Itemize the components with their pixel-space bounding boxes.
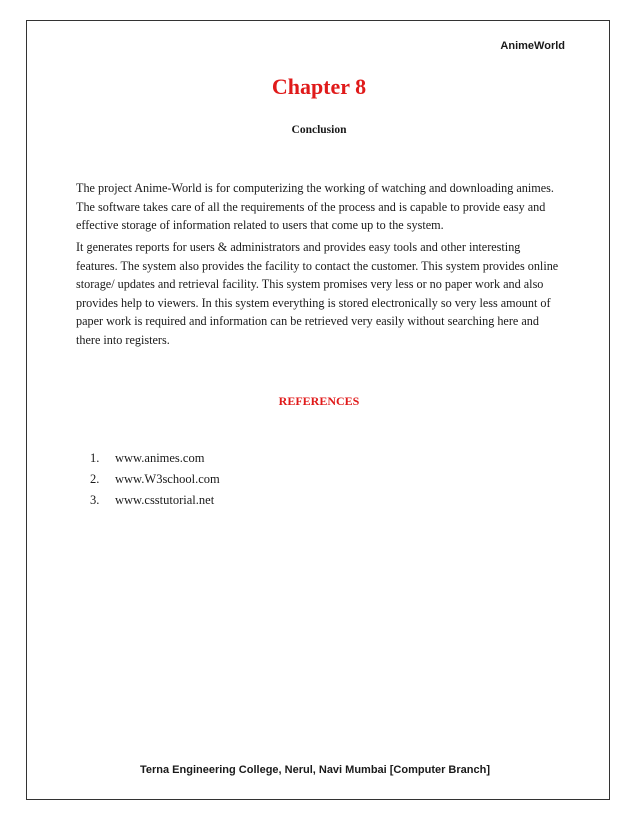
paragraph-details: It generates reports for users & administrators and provides easy tools and other interesting features. The system also provides the facility to contact the customer. This system provides online storage/ updates and retrieval facility. This system promises very less or no paper work and also provides help to viewers. In this system everything is stored electronically so very less amount of paper work is required and information can be retrieved very easily without searching here and there into registers. bbox=[76, 240, 559, 347]
reference-number: 1. bbox=[90, 451, 100, 465]
page-border bbox=[26, 20, 610, 800]
reference-link[interactable]: www.W3school.com bbox=[115, 472, 220, 486]
references-title: REFERENCES bbox=[278, 394, 360, 408]
section-title: Conclusion bbox=[291, 124, 347, 136]
paragraph-intro: The project Anime-World is for computerizing the working of watching and downloading animes. The software takes care of all the requirements of the process and is capable to provide easy and effective storage of information related to users that come up to the system. bbox=[76, 181, 554, 233]
reference-link[interactable]: www.csstutorial.net bbox=[115, 493, 215, 507]
reference-item bbox=[90, 490, 220, 511]
reference-link[interactable]: www.animes.com bbox=[115, 451, 205, 465]
reference-item bbox=[90, 448, 220, 469]
reference-item bbox=[90, 469, 220, 490]
chapter-title: Chapter 8 bbox=[271, 74, 367, 99]
reference-number: 3. bbox=[90, 493, 100, 507]
page-footer: Terna Engineering College, Nerul, Navi Mumbai [Computer Branch] bbox=[139, 764, 490, 776]
header-brand: AnimeWorld bbox=[500, 40, 565, 52]
reference-number: 2. bbox=[90, 472, 100, 486]
references-list bbox=[90, 448, 220, 511]
